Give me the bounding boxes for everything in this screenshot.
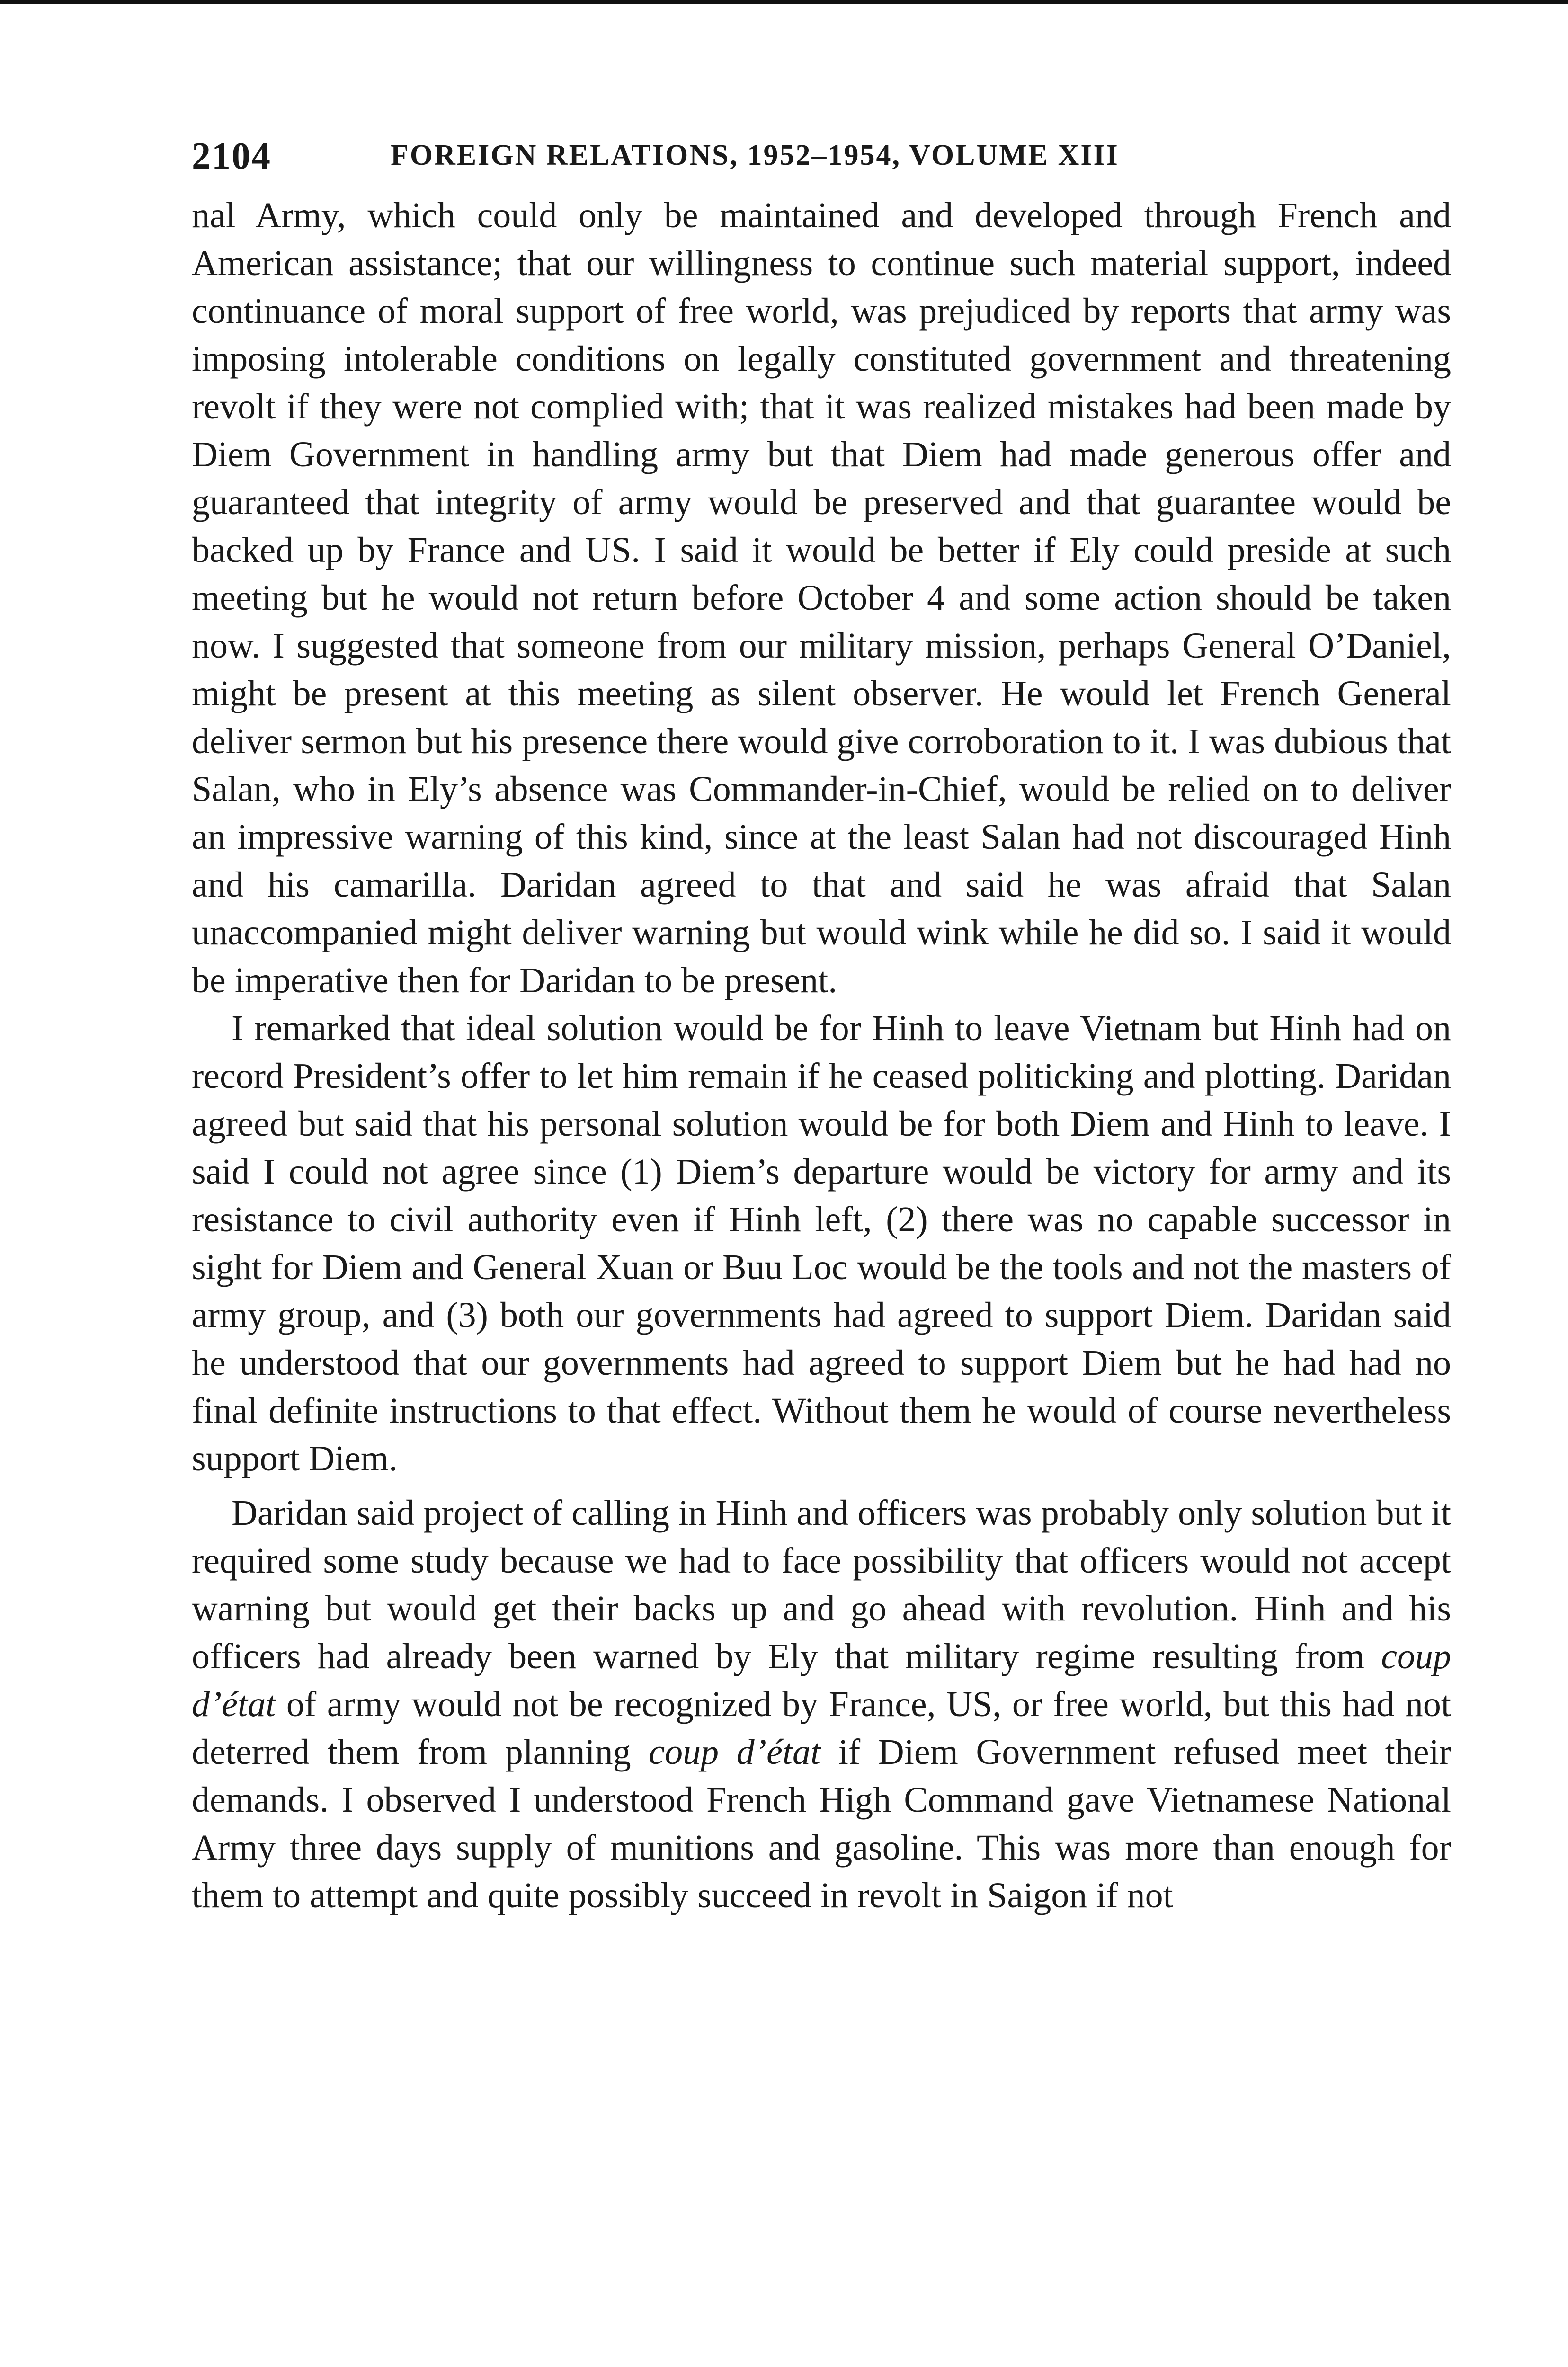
document-page [192, 121, 1451, 1920]
paragraph-3-text-c: if Diem Government refused meet their demands. I observed I understood French High Command gave Vietnamese National Army three days supply of munitions and gasoline. This was more than enough for them to attempt and quite possibly succeed in revolt in Saigon if not [192, 1732, 1451, 1915]
paragraph-2-text: I remarked that ideal solution would be for Hinh to leave Vietnam but Hinh had on record President’s offer to let him remain if he ceased politicking and plotting. Daridan agreed but said that his personal solution would be for both Diem and Hinh to leave. I said I could not agree since (1) Diem’s departure would be victory for army and its resistance to civil authority even if Hinh left, (2) there was no capable successor in sight for Diem and General Xuan or Buu Loc would be the tools and not the masters of army group, and (3) both our governments had agreed to support Diem. Daridan said he understood that our governments had agreed to support Diem but he had had no final definite instructions to that effect. Without them he would of course nevertheless support Diem. [192, 1008, 1451, 1478]
paragraph-3 [192, 1489, 1451, 1920]
running-head-title: FOREIGN RELATIONS, 1952–1954, VOLUME XIII [391, 139, 1119, 171]
paragraph-3-text-b: of army would not be recognized by France, US, or free world, but this had not deterred them from planning [192, 1684, 1451, 1772]
page-number: 2104 [192, 135, 271, 177]
running-head [192, 121, 1451, 192]
paragraph-3-text-a: Daridan said project of calling in Hinh and officers was probably only solution but it required some study because we had to face possibility that officers would not accept warning but would get their backs up and go ahead with revolution. Hinh and his officers had already been warned by Ely that military regime resulting from [192, 1493, 1451, 1676]
paragraph-1 [192, 192, 1451, 1005]
paragraph-1-text: nal Army, which could only be maintained and developed through French and American assistance; that our willingness to continue such material support, indeed continuance of moral support of free world, was prejudiced by reports that army was imposing intolerable conditions on legally constituted government and threatening revolt if they were not complied with; that it was realized mistakes had been made by Diem Government in handling army but that Diem had made generous offer and guaranteed that integrity of army would be preserved and that guarantee would be backed up by France and US. I said it would be better if Ely could preside at such meeting but he would not return before October 4 and some action should be taken now. I suggested that someone from our military mission, perhaps General O’Daniel, might be present at this meeting as silent observer. He would let French General deliver sermon but his presence there would give corroboration to it. I was dubious that Salan, who in Ely’s absence was Commander-in-Chief, would be relied on to deliver an impressive warning of this kind, since at the least Salan had not discouraged Hinh and his camarilla. Daridan agreed to that and said he was afraid that Salan unaccompanied might deliver warning but would wink while he did so. I said it would be imperative then for Daridan to be present. [192, 196, 1451, 1000]
paragraph-3-italic-term-2: coup d’état [649, 1732, 821, 1772]
top-border-rule [0, 0, 1568, 4]
paragraph-3-italic-term-1: coup d’état [192, 1637, 1451, 1724]
paragraph-2 [192, 1005, 1451, 1483]
body-text [192, 192, 1451, 1920]
